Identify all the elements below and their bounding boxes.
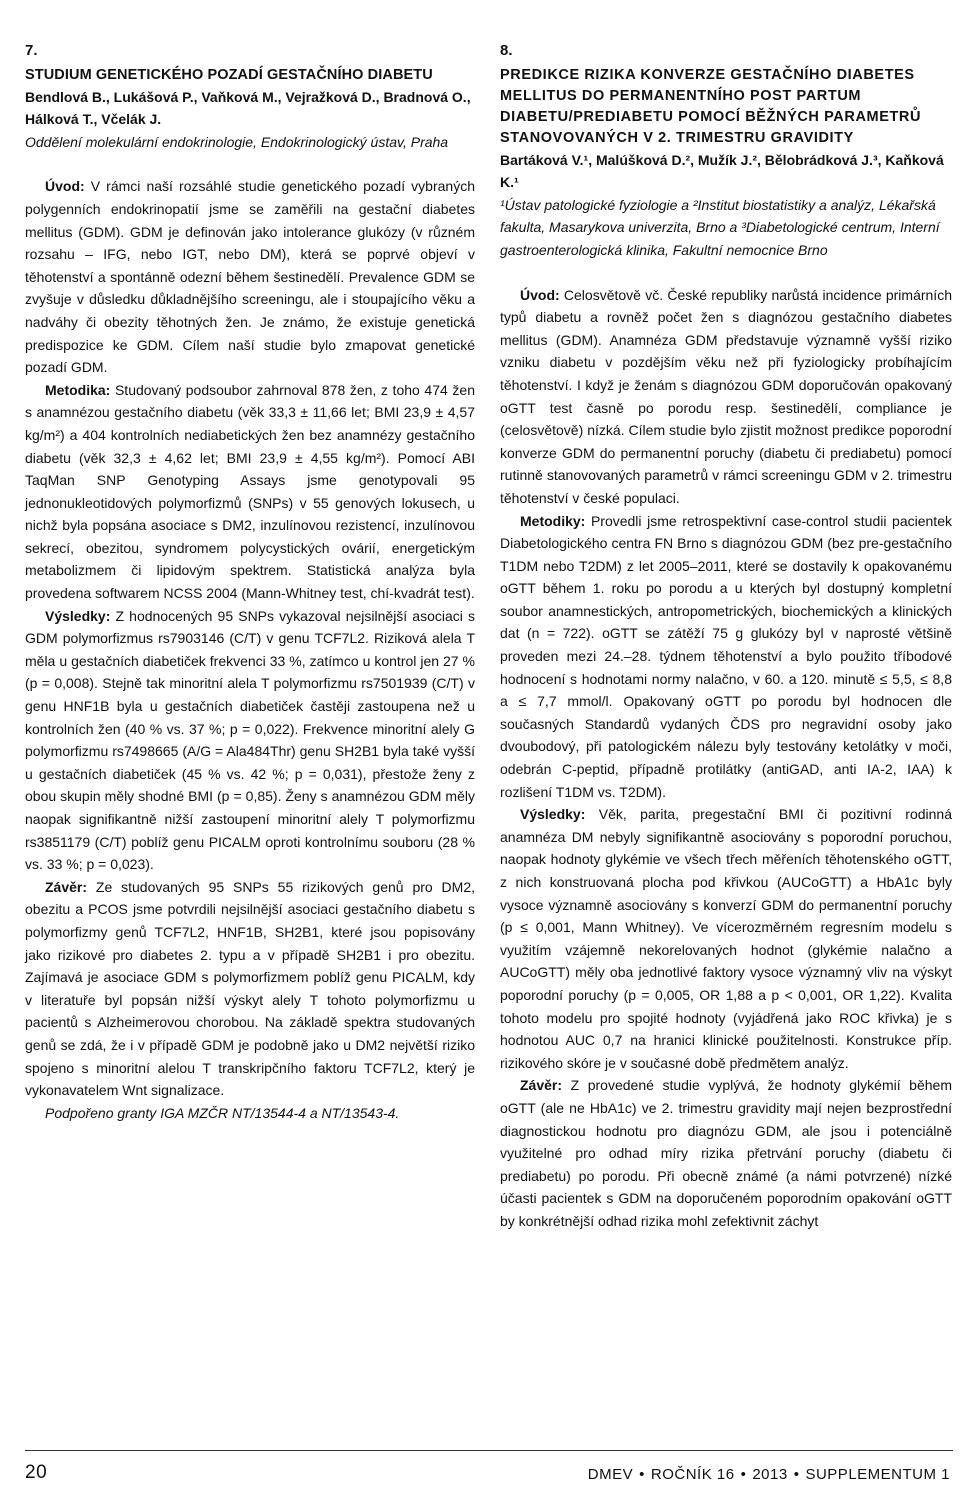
conclusion-paragraph [500, 1074, 952, 1232]
intro-label: Úvod: [520, 286, 560, 303]
conclusion-text: Ze studovaných 95 SNPs 55 rizikových genů pro DM2, obezitu a PCOS jsme potvrdili nejsilnější asociaci gestačního diabetu s polymorfizmy genů TCF7L2, HNF1B, SH2B1, které jsou popisovány jako rizikové pro diabetes 2. typu a v případě SH2B1 i pro obezitu. Zajímavá je asociace GDM s polymorfizmem poblíž genu PICALM, kdy v literatuře byl popsán nižší výskyt alely T tohoto polymorfizmu u pacientů s Alzheimerovou chorobou. Na základě spektra studovaných genů se zdá, že i v případě GDM je podobně jako u DM2 největší riziko spojeno s minoritní alelou T transkripčního faktoru TCF7L2, který je vykonavatelem Wnt signalizace. [25, 878, 475, 1099]
journal-name: DMEV [587, 1466, 634, 1483]
abstract-8 [500, 40, 952, 1233]
intro-text: Celosvětově vč. České republiky narůstá incidence primárních typů diabetu a rovněž počet žen s diagnózou gestačního diabetes mellitus (GDM). Anamnéza GDM představuje významně vyšší riziko vzniku diabetu v pozdějším věku než při fyziologicky probíhajícím těhotenství. I když je ženám s diagnózou GDM doporučován opakovaný oGTT test časně po porodu resp. šestinedělí, compliance je (celosvětově) nízká. Cílem studie bylo zjistit možnost predikce poporodní konverze GDM do permanentní poruchy (diabetu či prediabetu) pomocí rutinně stanovovaných parametrů v rámci screeningu GDM v 2. trimestru těhotenství v české populaci. [500, 286, 952, 506]
methods-label: Metodiky: [520, 512, 586, 529]
authors: Bartáková V.¹, Malúšková D.², Mužík J.², Bělobrádková J.³, Kaňková K.¹ [500, 151, 944, 191]
methods-text: Provedli jsme retrospektivní case-control studii pacientek Diabetologického centra FN Brno s diagnózou GDM (bez pre-gestačního T1DM nebo T2DM) z let 2005–2011, které se dostavily k opakovanému oGTT během 1. roku po porodu a u kterých byl dostupný kompletní soubor anamnestických, antropometrických, biochemických a klinických dat (n = 722). oGTT se zátěží 75 g glukózy byl v naprosté většině proveden mezi 24.–28. týdnem těhotenství a bylo použito tříbodové hodnocení s hodnotami normy nalačno, v 60. a 120. minutě ≤ 5,5, ≤ 8,8 a ≤ 7,7 mmol/l. Opakovaný oGTT po porodu byl hodnocen dle současných Standardů vydaných ČDS pro negravidní osoby jako dvoubodový, při patologickém nálezu byly testovány ketolátky v moči, odebrán C-peptid, případně protilátky (antiGAD, anti IA-2, IAA) k rozlišení T1DM vs. T2DM). [500, 512, 952, 800]
journal-volume: ROČNÍK 16 [650, 1466, 735, 1483]
footer-divider [25, 1450, 953, 1451]
affiliation: ¹Ústav patologické fyziologie a ²Institut biostatistiky a analýz, Lékařská fakulta, Masarykova univerzita, Brno a ³Diabetologické centrum, Interní gastroenterologická klinika, Fakultní nemocnice Brno [500, 196, 940, 258]
journal-supplement: SUPPLEMENTUM 1 [805, 1466, 950, 1483]
results-text: Z hodnocených 95 SNPs vykazoval nejsilnější asociaci s GDM polymorfizmus rs7903146 (C/T) v genu TCF7L2. Riziková alela T měla u gestačních diabetiček frekvenci 33 %, zatímco u kontrol jen 27 % (p = 0,008). Stejně tak minoritní alela T polymorfizmu rs7501939 (C/T) v genu HNF1B byla u gestačních diabetiček častěji zastoupena než u kontrolních žen (40 % vs. 37 %; p = 0,022). Frekvence minoritní alely G polymorfizmu rs7498665 (A/G = Ala484Thr) genu SH2B1 byla také vyšší u gestačních diabetiček (45 % vs. 42 %; p = 0,031), přestože ženy z obou skupin měly shodné BMI (p = 0,85). Ženy s anamnézou GDM měly naopak signifikantně nižší zastoupení minoritní alely T polymorfizmu rs3851179 (C/T) poblíž genu PICALM oproti kontrolnímu souboru (28 % vs. 33 %; p = 0,023). [25, 607, 475, 873]
results-label: Výsledky: [520, 806, 586, 823]
grant-note: Podpořeno granty IGA MZČR NT/13544-4 a NT/13543-4. [45, 1104, 400, 1121]
conclusion-label: Závěr: [45, 878, 88, 895]
separator-dot: • [793, 1466, 800, 1483]
page-number: 20 [25, 1462, 48, 1483]
journal-footer [588, 1466, 950, 1483]
conclusion-paragraph [25, 876, 475, 1102]
methods-text: Studovaný podsoubor zahrnoval 878 žen, z toho 474 žen s anamnézou gestačního diabetu (věk 33,3 ± 11,66 let; BMI 23,9 ± 4,57 kg/m²) a 404 kontrolních nediabetických žen bez anamnézy gestačního diabetu (věk 32,3 ± 4,62 let; BMI 23,9 ± 4,55 kg/m²). Pomocí ABI TaqMan SNP Genotyping Assays jsme genotypovali 95 jednonukleotidových polymorfizmů (SNPs) v 55 genových lokusech, u nichž byla popsána asociace s DM2, inzulínovou rezistencí, inzulínovou sekrecí, obezitou, syndromem polycystických ovárií, energetickým metabolizmem či lipidovým spektrem. Statistická analýza byla provedena softwarem NCSS 2004 (Mann-Whitney test, chí-kvadrát test). [25, 381, 475, 602]
methods-label: Metodika: [45, 381, 111, 398]
abstract-title: STUDIUM GENETICKÉHO POZADÍ GESTAČNÍHO DIABETU [25, 66, 433, 83]
separator-dot: • [639, 1466, 645, 1483]
results-paragraph [500, 803, 952, 1074]
abstract-number: 7. [25, 42, 38, 59]
abstract-title: PREDIKCE RIZIKA KONVERZE GESTAČNÍHO DIABETES MELLITUS DO PERMANENTNÍHO POST PARTUM DIABETU/PREDIABETU POMOCÍ BĚŽNÝCH PARAMETRŮ STANOVOVANÝCH V 2. TRIMESTRU GRAVIDITY [500, 66, 922, 146]
intro-paragraph [25, 175, 475, 378]
results-label: Výsledky: [45, 607, 111, 624]
intro-paragraph [500, 284, 952, 510]
results-text: Věk, parita, pregestační BMI či pozitivní rodinná anamnéza DM nebyly signifikantně asociovány s poporodní poruchou, naopak hodnoty glykémie ve všech třech měřeních těhotenského oGTT, z nich konstruovaná plocha pod křivkou (AUCoGTT) a HbA1c byly vysoce významně asociovány s konverzí GDM do permanentní poruchy (p ≤ 0,001, Mann Whitney). Ve vícerozměrném regresním modelu s využitím vzájemně nekorelovaných hodnot (glykémie nalačno a AUCoGTT) měly oba jednotlivé faktory vysoce významný vliv na výskyt poporodní poruchy (p = 0,005, OR 1,88 a p < 0,001, OR 1,22). Kvalita tohoto modelu pro spojité hodnoty (vyjádřená jako ROC křivka) je s hodnotou AUC 0,7 na hranici klinické použitelnosti. Konstrukce příp. rizikového skóre je v současné době předmětem analýz. [500, 806, 952, 1071]
results-paragraph [25, 605, 475, 876]
methods-paragraph [25, 379, 475, 605]
abstract-number: 8. [500, 42, 513, 59]
conclusion-label: Závěr: [520, 1077, 563, 1094]
affiliation: Oddělení molekulární endokrinologie, Endokrinologický ústav, Praha [25, 133, 449, 150]
journal-year: 2013 [752, 1466, 788, 1483]
intro-label: Úvod: [45, 178, 85, 195]
intro-text: V rámci naší rozsáhlé studie genetického pozadí vybraných polygenních endokrinopatií jsme se zaměřili na gestační diabetes mellitus (GDM). GDM je definován jako intolerance glukózy (v různém rozsahu – IFG, nebo IGT, nebo DM), která se poprvé objeví v těhotenství a spontánně odezní během šestinedělí. Prevalence GDM se zvyšuje v důsledku důkladnějšího screeningu, ale i stoupajícího věku a nadváhy či obezity těhotných žen. Je známo, že existuje genetická predispozice ke GDM. Cílem naší studie bylo zmapovat genetické pozadí GDM. [25, 178, 475, 376]
abstract-7 [25, 40, 475, 1124]
methods-paragraph [500, 510, 952, 804]
authors: Bendlová B., Lukášová P., Vaňková M., Vejražková D., Bradnová O., Hálková T., Včelák J. [25, 88, 471, 128]
conclusion-text: Z provedené studie vyplývá, že hodnoty glykémií během oGTT (ale ne HbA1c) ve 2. trimestru gravidity mají nejen bezprostřední diagnostickou hodnotu pro diagnózu GDM, ale jsou i potenciálně využitelné pro odhad míry rizika přetrvání poruchy (diabetu či prediabetu) po porodu. Při obecně známé (a námi potvrzené) nízké účasti pacientek s GDM na doporučeném poporodním opakování oGTT by konkrétnější odhad rizika mohl zefektivnit záchyt [500, 1077, 952, 1229]
separator-dot: • [740, 1466, 747, 1483]
